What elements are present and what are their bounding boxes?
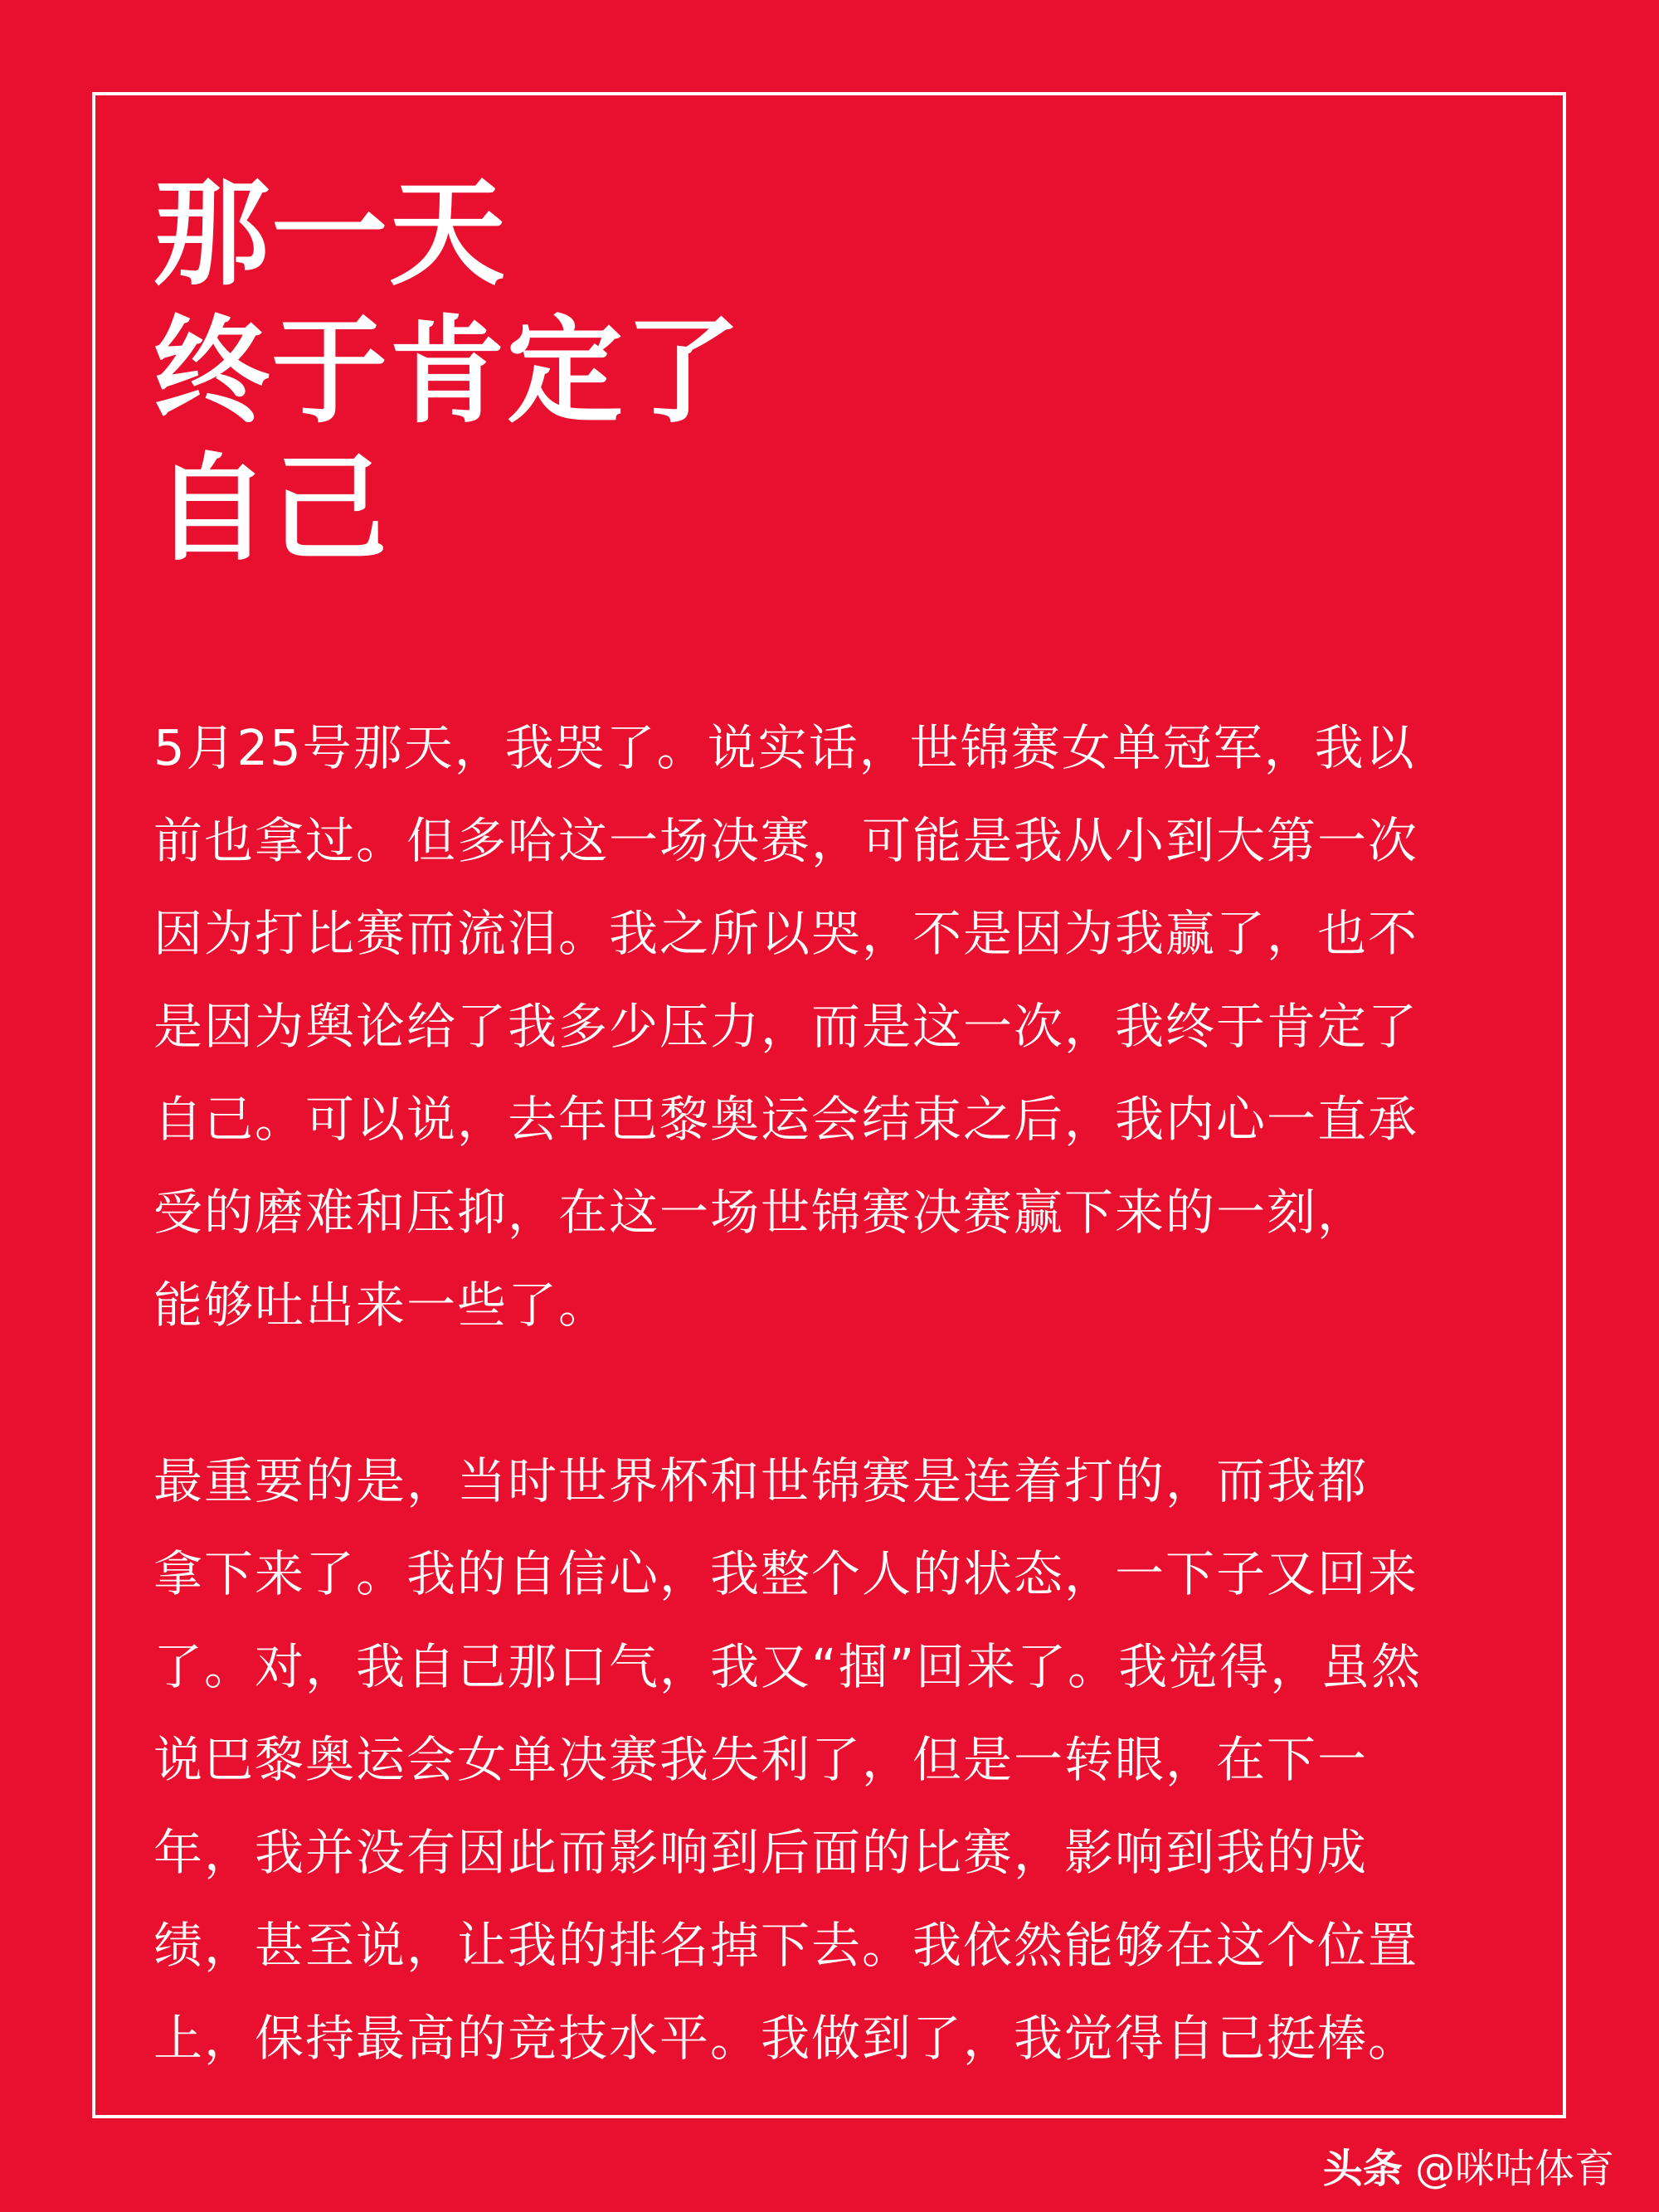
paragraph-line: 能够吐出来一些了。 (153, 1276, 610, 1334)
title-line-3: 自己 (153, 442, 390, 577)
paragraph-line: 了。对，我自己那口气，我又“掴”回来了。我觉得，虽然 (153, 1638, 1423, 1695)
title-line-2: 终于肯定了 (153, 304, 743, 440)
source-watermark (1323, 2144, 1614, 2194)
page-title (153, 166, 742, 579)
paragraph-line: 自己。可以说，去年巴黎奥运会结束之后，我内心一直承 (153, 1091, 1419, 1148)
paragraph-line: 上，保持最高的竞技水平。我做到了，我觉得自己挺棒。 (153, 2010, 1419, 2067)
watermark-handle: @咪咕体育 (1414, 2146, 1614, 2192)
paragraph-line: 最重要的是，当时世界杯和世锦赛是连着打的，而我都 (153, 1452, 1369, 1510)
paragraph-line: 受的磨难和压抑，在这一场世锦赛决赛赢下来的一刻， (153, 1184, 1369, 1241)
paragraph-line: 是因为舆论给了我多少压力，而是这一次，我终于肯定了 (153, 998, 1419, 1055)
paragraph-line: 5月25号那天，我哭了。说实话，世锦赛女单冠军，我以 (153, 719, 1416, 776)
paragraph-1 (153, 702, 1514, 1352)
paragraph-line: 说巴黎奥运会女单决赛我失利了，但是一转眼，在下一 (153, 1731, 1369, 1788)
title-line-1: 那一天 (153, 167, 508, 302)
paragraph-2 (153, 1435, 1514, 2085)
paragraph-line: 因为打比赛而流泪。我之所以哭，不是因为我赢了，也不 (153, 905, 1419, 962)
paragraph-line: 拿下来了。我的自信心，我整个人的状态，一下子又回来 (153, 1545, 1419, 1602)
paragraph-line: 前也拿过。但多哈这一场决赛，可能是我从小到大第一次 (153, 812, 1419, 869)
watermark-brand: 头条 (1322, 2146, 1403, 2192)
paragraph-line: 绩，甚至说，让我的排名掉下去。我依然能够在这个位置 (153, 1917, 1419, 1974)
paragraph-line: 年，我并没有因此而影响到后面的比赛，影响到我的成 (153, 1824, 1369, 1881)
